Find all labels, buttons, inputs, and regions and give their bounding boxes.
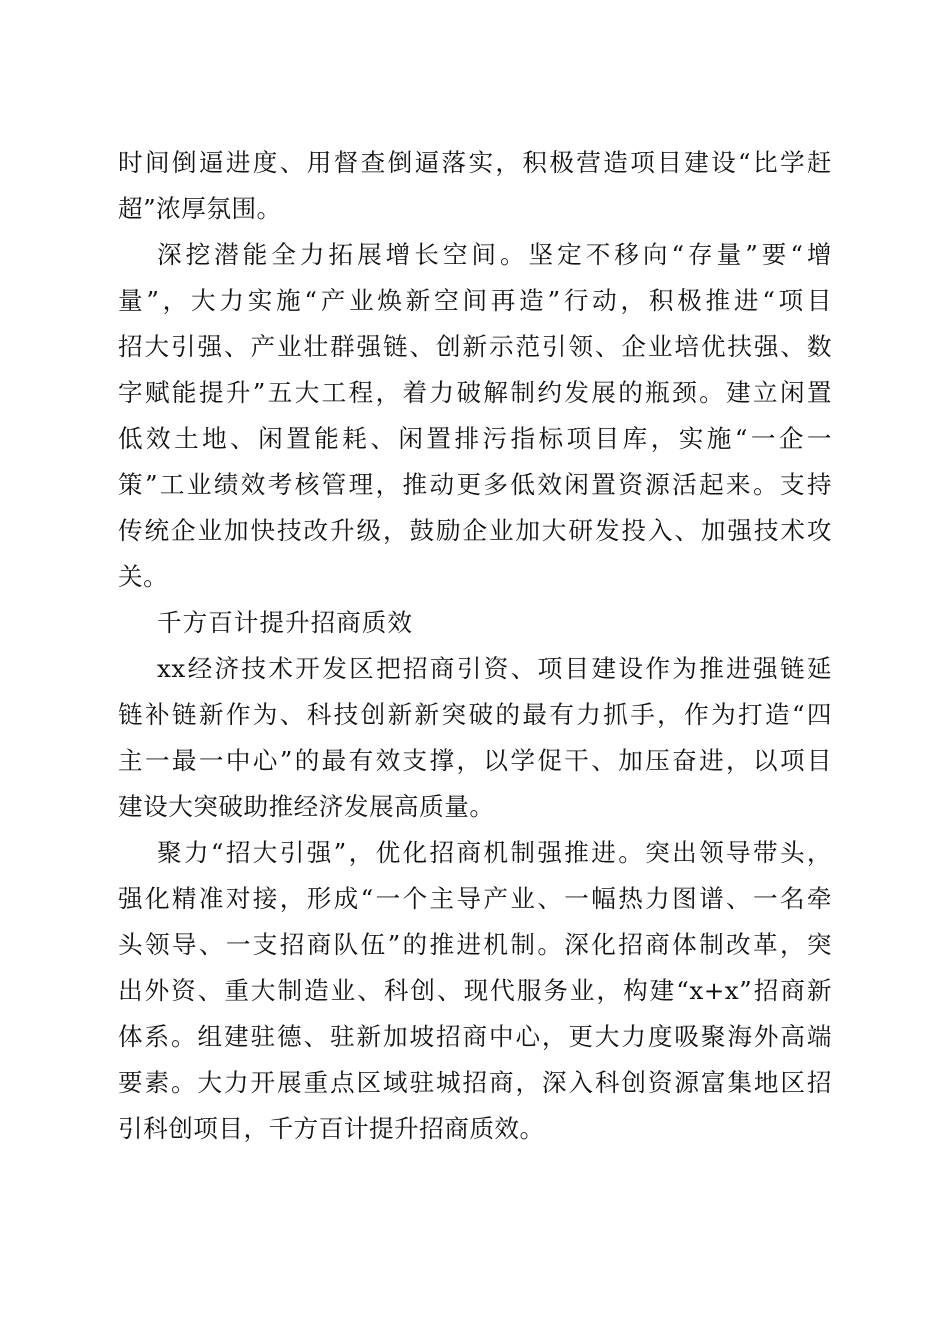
paragraph-4-line-6: 要素。大力开展重点区域驻城招商，深入科创资源富集地区招	[118, 1068, 832, 1097]
paragraph-2-line-1: 深挖潜能全力拓展增长空间。坚定不移向“存量”要“增	[157, 240, 832, 269]
paragraph-2-line-5: 低效土地、闲置能耗、闲置排污指标项目库，实施“一企一	[118, 424, 832, 453]
paragraph-4-line-1: 聚力“招大引强”，优化招商机制强推进。突出领导带头，	[157, 838, 832, 867]
paragraph-4-line-7: 引科创项目，千方百计提升招商质效。	[118, 1114, 545, 1143]
paragraph-4-line-5: 体系。组建驻德、驻新加坡招商中心，更大力度吸聚海外高端	[118, 1022, 832, 1051]
paragraph-3-line-2: 链补链新作为、科技创新新突破的最有力抓手，作为打造“四	[118, 700, 832, 729]
paragraph-2-line-2: 量”，大力实施“产业焕新空间再造”行动，积极推进“项目	[118, 286, 832, 315]
paragraph-3-line-3: 主一最一中心”的最有效支撑，以学促干、加压奋进，以项目	[118, 746, 832, 775]
paragraph-2-line-4: 字赋能提升”五大工程，着力破解制约发展的瓶颈。建立闲置	[118, 378, 832, 407]
paragraph-1-line-2: 超”浓厚氛围。	[118, 194, 282, 223]
paragraph-2-line-6: 策”工业绩效考核管理，推动更多低效闲置资源活起来。支持	[118, 470, 832, 499]
paragraph-1-line-1: 时间倒逼进度、用督查倒逼落实，积极营造项目建设“比学赶	[118, 148, 832, 177]
paragraph-2-line-8: 关。	[118, 562, 169, 591]
paragraph-4-line-2: 强化精准对接，形成“一个主导产业、一幅热力图谱、一名牵	[118, 884, 832, 913]
paragraph-3-line-4: 建设大突破助推经济发展高质量。	[118, 792, 495, 821]
paragraph-2-line-3: 招大引强、产业壮群强链、创新示范引领、企业培优扶强、数	[118, 332, 832, 361]
paragraph-3-line-1: xx经济技术开发区把招商引资、项目建设作为推进强链延	[157, 654, 832, 683]
paragraph-2-line-7: 传统企业加快技改升级，鼓励企业加大研发投入、加强技术攻	[118, 516, 832, 545]
paragraph-4-line-4: 出外资、重大制造业、科创、现代服务业，构建“x+x”招商新	[118, 976, 832, 1005]
section-heading: 千方百计提升招商质效	[157, 608, 413, 637]
paragraph-4-line-3: 头领导、一支招商队伍”的推进机制。深化招商体制改革，突	[118, 930, 832, 959]
